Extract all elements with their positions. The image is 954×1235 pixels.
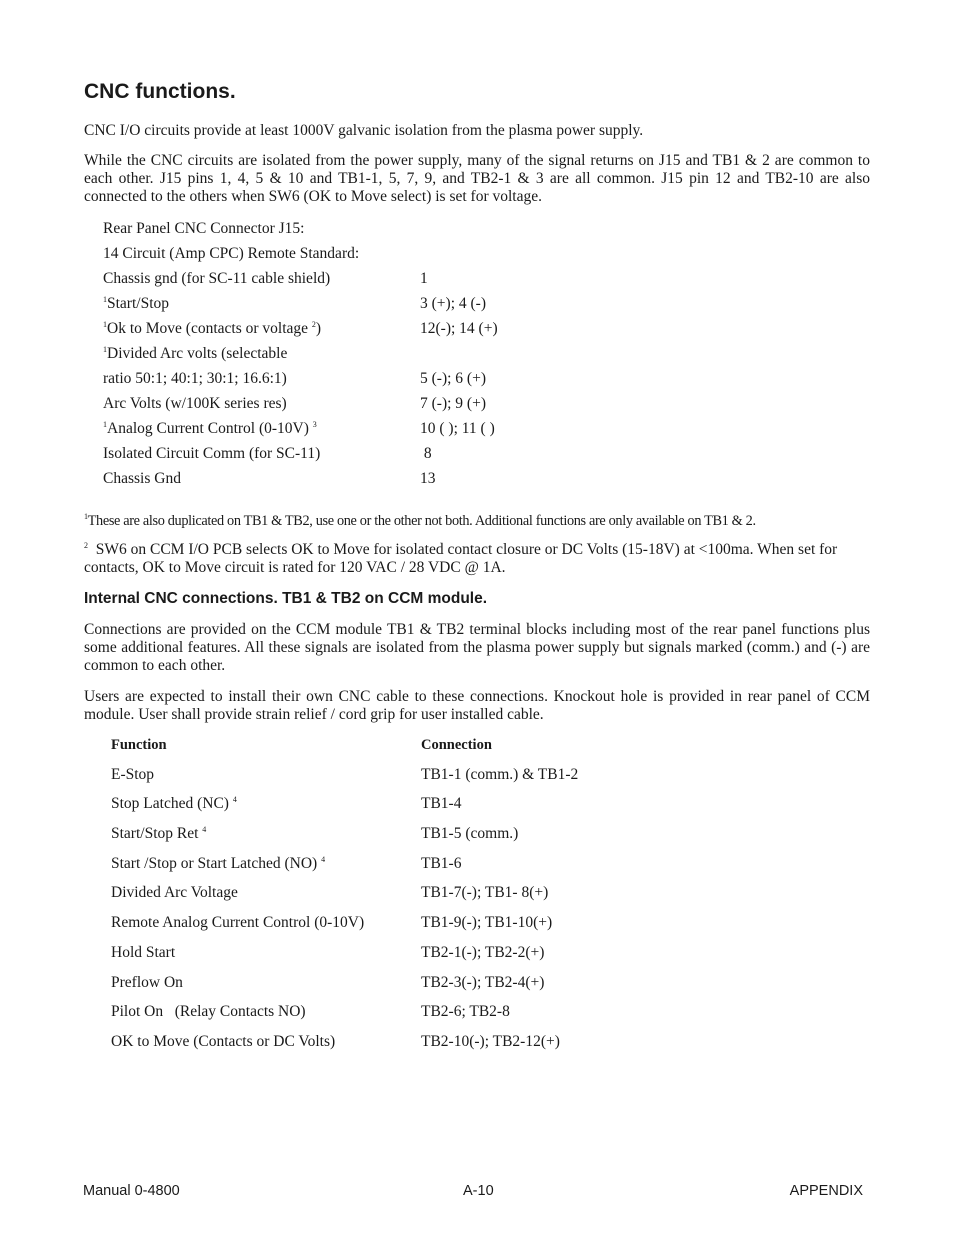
j15-heading: Rear Panel CNC Connector J15: [103,220,305,237]
j15-heading-row [103,220,703,245]
j15-pin: 7 (-); 9 (+) [420,395,486,412]
user-cable-paragraph: Users are expected to install their own CNC cable to these connections. Knockout hole is provided in rear panel of CCM module. User shall provide strain relief / cord grip for user installed cable. [84,688,870,723]
j15-row [103,345,703,370]
j15-pin: 12(-); 14 (+) [420,320,498,337]
connection-function [111,766,154,784]
j15-pin: 3 (+); 4 (-) [420,295,486,312]
connection-function-label: Start /Stop or Start Latched (NO) [111,854,322,872]
connection-function [111,795,237,813]
connection-terminal: TB2-1(-); TB2-2(+) [421,943,545,961]
connection-function-label: E-Stop [111,765,155,783]
ccm-connections-paragraph: Connections are provided on the CCM module TB1 & TB2 terminal blocks including most of the rear panel functions plus some additional features. All these signals are isolated from the plasma power supply but signals marked (comm.) and (-) are common to each other. [84,621,870,674]
connection-function-label: Hold Start [111,943,176,961]
j15-row [103,295,703,320]
footnote-marker: 4 [202,825,207,835]
connections-header-row [111,736,711,766]
j15-rows [103,270,703,495]
footnote-marker: 1 [103,295,107,304]
footnote-marker: 4 [232,795,237,805]
footnote-2-text: SW6 on CCM I/O PCB selects OK to Move for isolated contact closure or DC Volts (15-18V) at <100ma. When set for contacts, OK to Move circuit is rated for 120 VAC / 28 VDC @ 1A. [84,541,838,576]
j15-function [103,420,317,438]
footnote-marker: 2 [311,320,316,329]
connection-row [111,1003,711,1033]
connection-function [111,825,206,843]
connection-row [111,855,711,885]
j15-function-label: Analog Current Control (0-10V) [107,420,313,437]
j15-function-label: Chassis gnd (for SC-11 cable shield) [103,270,331,287]
footnote-2 [84,541,870,577]
j15-function [103,320,321,338]
connection-row [111,944,711,974]
j15-function-label: Arc Volts (w/100K series res) [103,395,287,412]
j15-pin: 1 [420,270,428,287]
j15-pinout-table [103,220,703,495]
connection-function-label: OK to Move (Contacts or DC Volts) [111,1032,336,1050]
connection-terminal: TB1-9(-); TB1-10(+) [421,914,553,932]
connection-function [111,1003,306,1021]
intro-paragraph: CNC I/O circuits provide at least 1000V galvanic isolation from the plasma power supply. [84,122,644,139]
j15-function [103,370,287,388]
common-returns-paragraph: While the CNC circuits are isolated from the power supply, many of the signal returns on J15 and TB1 & 2 are common to each other. J15 pins 1, 4, 5 & 10 and TB1-1, 5, 7, 9, and TB2-1 & 3 are all common. J15 pin 12 and TB2-10 are also connected to the others when SW6 (OK to Move select) is set for voltage. [84,152,870,205]
j15-row [103,370,703,395]
connection-function [111,914,364,932]
connection-function [111,855,325,873]
j15-pin: 10 ( ); 11 ( ) [420,420,495,437]
connections-rows [111,766,711,1063]
connections-table [111,736,711,1063]
connection-terminal: TB2-10(-); TB2-12(+) [421,1032,560,1050]
j15-function-label-suffix: ) [315,320,322,337]
j15-function [103,470,181,488]
connection-function-label: Divided Arc Voltage [111,884,238,902]
footnote-marker: 4 [321,854,326,864]
connection-terminal: TB1-5 (comm.) [421,825,519,843]
connection-row [111,825,711,855]
j15-pin: 5 (-); 6 (+) [420,370,486,387]
connection-row [111,914,711,944]
footnote-1 [84,512,870,530]
section-subheading: Internal CNC connections. TB1 & TB2 on CCM module. [84,590,488,607]
connection-function-label: Preflow On [111,973,183,991]
j15-function-label: Start/Stop [107,295,170,312]
j15-function-label: ratio 50:1; 40:1; 30:1; 16.6:1) [103,370,287,387]
j15-pin: 13 [420,470,436,487]
connection-terminal: TB2-3(-); TB2-4(+) [421,973,545,991]
connection-function-label: Stop Latched (NC) [111,795,233,813]
connection-function [111,974,183,992]
j15-row [103,270,703,295]
j15-function [103,345,287,363]
connection-terminal: TB1-4 [421,795,462,813]
connection-terminal: TB1-7(-); TB1- 8(+) [421,884,549,902]
connection-function [111,884,238,902]
footnote-marker: 1 [103,345,107,354]
j15-function-label: Ok to Move (contacts or voltage [107,320,312,337]
footer-page-number: A-10 [463,1183,494,1199]
connection-function [111,1033,335,1051]
j15-function [103,295,169,313]
j15-function [103,395,287,413]
footer-section-name: APPENDIX [789,1183,863,1199]
footer-manual-number: Manual 0-4800 [83,1183,180,1199]
footnote-marker: 2 [84,541,88,550]
j15-row [103,420,703,445]
j15-function-label: Divided Arc volts (selectable [107,345,288,362]
connection-row [111,766,711,796]
connection-row [111,1033,711,1063]
j15-subheading-row [103,245,703,270]
footnote-marker: 1 [84,512,88,521]
j15-row [103,320,703,345]
footnote-marker: 1 [103,420,107,429]
footnote-marker: 1 [103,320,107,329]
connection-row [111,974,711,1004]
connection-function [111,944,175,962]
footnote-marker: 3 [312,420,317,429]
function-column-header: Function [111,737,167,753]
connection-terminal: TB1-1 (comm.) & TB1-2 [421,765,579,783]
j15-function-label: Chassis Gnd [103,470,181,487]
connection-terminal: TB2-6; TB2-8 [421,1003,510,1021]
footnote-1-text: These are also duplicated on TB1 & TB2, use one or the other not both. Additional functions are only available on TB1 & 2. [87,513,756,529]
j15-row [103,470,703,495]
connection-function-label: Pilot On (Relay Contacts NO) [111,1003,306,1021]
connection-column-header: Connection [421,737,492,753]
connection-row [111,884,711,914]
j15-row [103,445,703,470]
connection-row [111,795,711,825]
j15-row [103,395,703,420]
connection-function-label: Start/Stop Ret [111,825,203,843]
j15-function [103,445,320,463]
j15-function [103,270,330,288]
connection-terminal: TB1-6 [421,854,462,872]
j15-pin: 8 [420,445,432,462]
j15-subheading: 14 Circuit (Amp CPC) Remote Standard: [103,245,360,262]
connection-function-label: Remote Analog Current Control (0-10V) [111,914,365,932]
page-title: CNC functions. [84,80,236,103]
j15-function-label: Isolated Circuit Comm (for SC-11) [103,445,321,462]
